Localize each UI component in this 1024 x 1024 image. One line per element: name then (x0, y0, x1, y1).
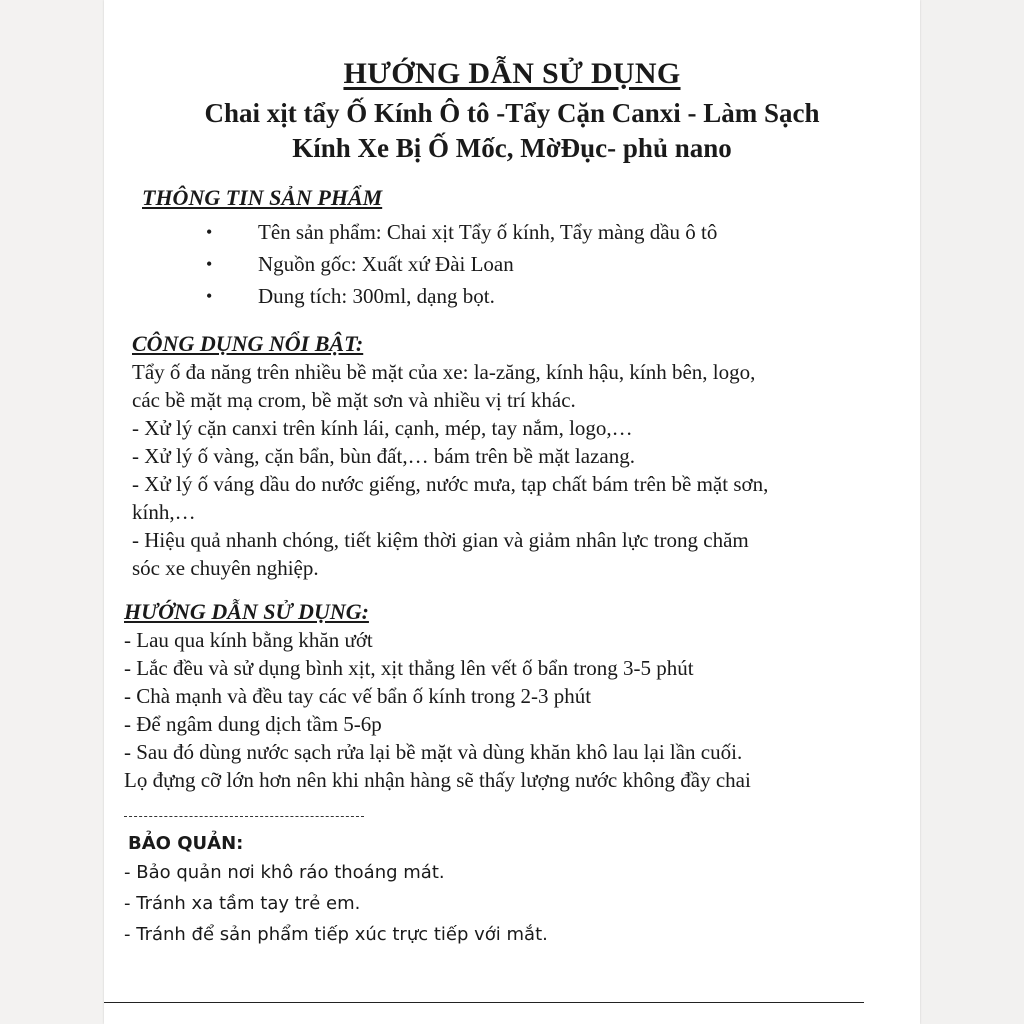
subtitle (140, 96, 884, 166)
instructions-text (124, 626, 884, 794)
text-line: sóc xe chuyên nghiệp. (132, 556, 319, 580)
bottom-rule (104, 1002, 864, 1003)
text-line: - Lau qua kính bằng khăn ướt (124, 628, 373, 652)
instruction-sheet (124, 56, 884, 950)
storage-heading: BẢO QUẢN: (128, 833, 244, 854)
features-section (132, 330, 884, 582)
list-item: • Dung tích: 300ml, dạng bọt. (142, 280, 884, 312)
text-line: các bề mặt mạ crom, bề mặt sơn và nhiều vị trí khác. (132, 388, 576, 412)
main-title: HƯỚNG DẪN SỬ DỤNG (343, 57, 681, 90)
text-line: - Để ngâm dung dịch tầm 5-6p (124, 712, 382, 736)
dashed-divider (124, 816, 364, 817)
storage-section (124, 831, 884, 950)
product-info-section (142, 184, 884, 312)
text-line: Tẩy ố đa năng trên nhiều bề mặt của xe: la-zăng, kính hậu, kính bên, logo, (132, 360, 756, 384)
list-item: • Tên sản phẩm: Chai xịt Tẩy ố kính, Tẩy màng dầu ô tô (142, 216, 884, 248)
subtitle-line: Chai xịt tẩy Ố Kính Ô tô -Tẩy Cặn Canxi - Làm Sạch (204, 98, 820, 128)
text-line: - Tránh xa tầm tay trẻ em. (124, 893, 361, 914)
list-item: • Nguồn gốc: Xuất xứ Đài Loan (142, 248, 884, 280)
product-info-heading: THÔNG TIN SẢN PHẨM (142, 185, 383, 210)
text-line: - Bảo quản nơi khô ráo thoáng mát. (124, 862, 445, 883)
text-line: kính,… (132, 500, 196, 524)
text-line: - Xử lý cặn canxi trên kính lái, cạnh, mép, tay nắm, logo,… (132, 416, 633, 440)
title-block (140, 56, 884, 166)
product-info-list (142, 216, 884, 312)
text-line: - Chà mạnh và đều tay các vế bẩn ố kính trong 2-3 phút (124, 684, 592, 708)
features-heading: CÔNG DỤNG NỔI BẬT: (132, 331, 364, 356)
text-line: - Lắc đều và sử dụng bình xịt, xịt thẳng lên vết ố bẩn trong 3-5 phút (124, 656, 694, 680)
features-text (132, 358, 884, 582)
text-line: - Xử lý ố váng dầu do nước giếng, nước mưa, tạp chất bám trên bề mặt sơn, (132, 472, 769, 496)
instructions-heading: HƯỚNG DẪN SỬ DỤNG: (124, 599, 369, 624)
text-line: - Xử lý ố vàng, cặn bẩn, bùn đất,… bám trên bề mặt lazang. (132, 444, 635, 468)
text-line: - Tránh để sản phẩm tiếp xúc trực tiếp với mắt. (124, 924, 548, 945)
text-line: - Hiệu quả nhanh chóng, tiết kiệm thời gian và giảm nhân lực trong chăm (132, 528, 749, 552)
background-right (920, 0, 1024, 1024)
text-line: - Sau đó dùng nước sạch rửa lại bề mặt và dùng khăn khô lau lại lần cuối. (124, 740, 743, 764)
text-line: Lọ đựng cỡ lớn hơn nên khi nhận hàng sẽ thấy lượng nước không đầy chai (124, 768, 751, 792)
background-left (0, 0, 104, 1024)
instructions-section (124, 598, 884, 817)
subtitle-line: Kính Xe Bị Ố Mốc, MờĐục- phủ nano (292, 133, 732, 163)
